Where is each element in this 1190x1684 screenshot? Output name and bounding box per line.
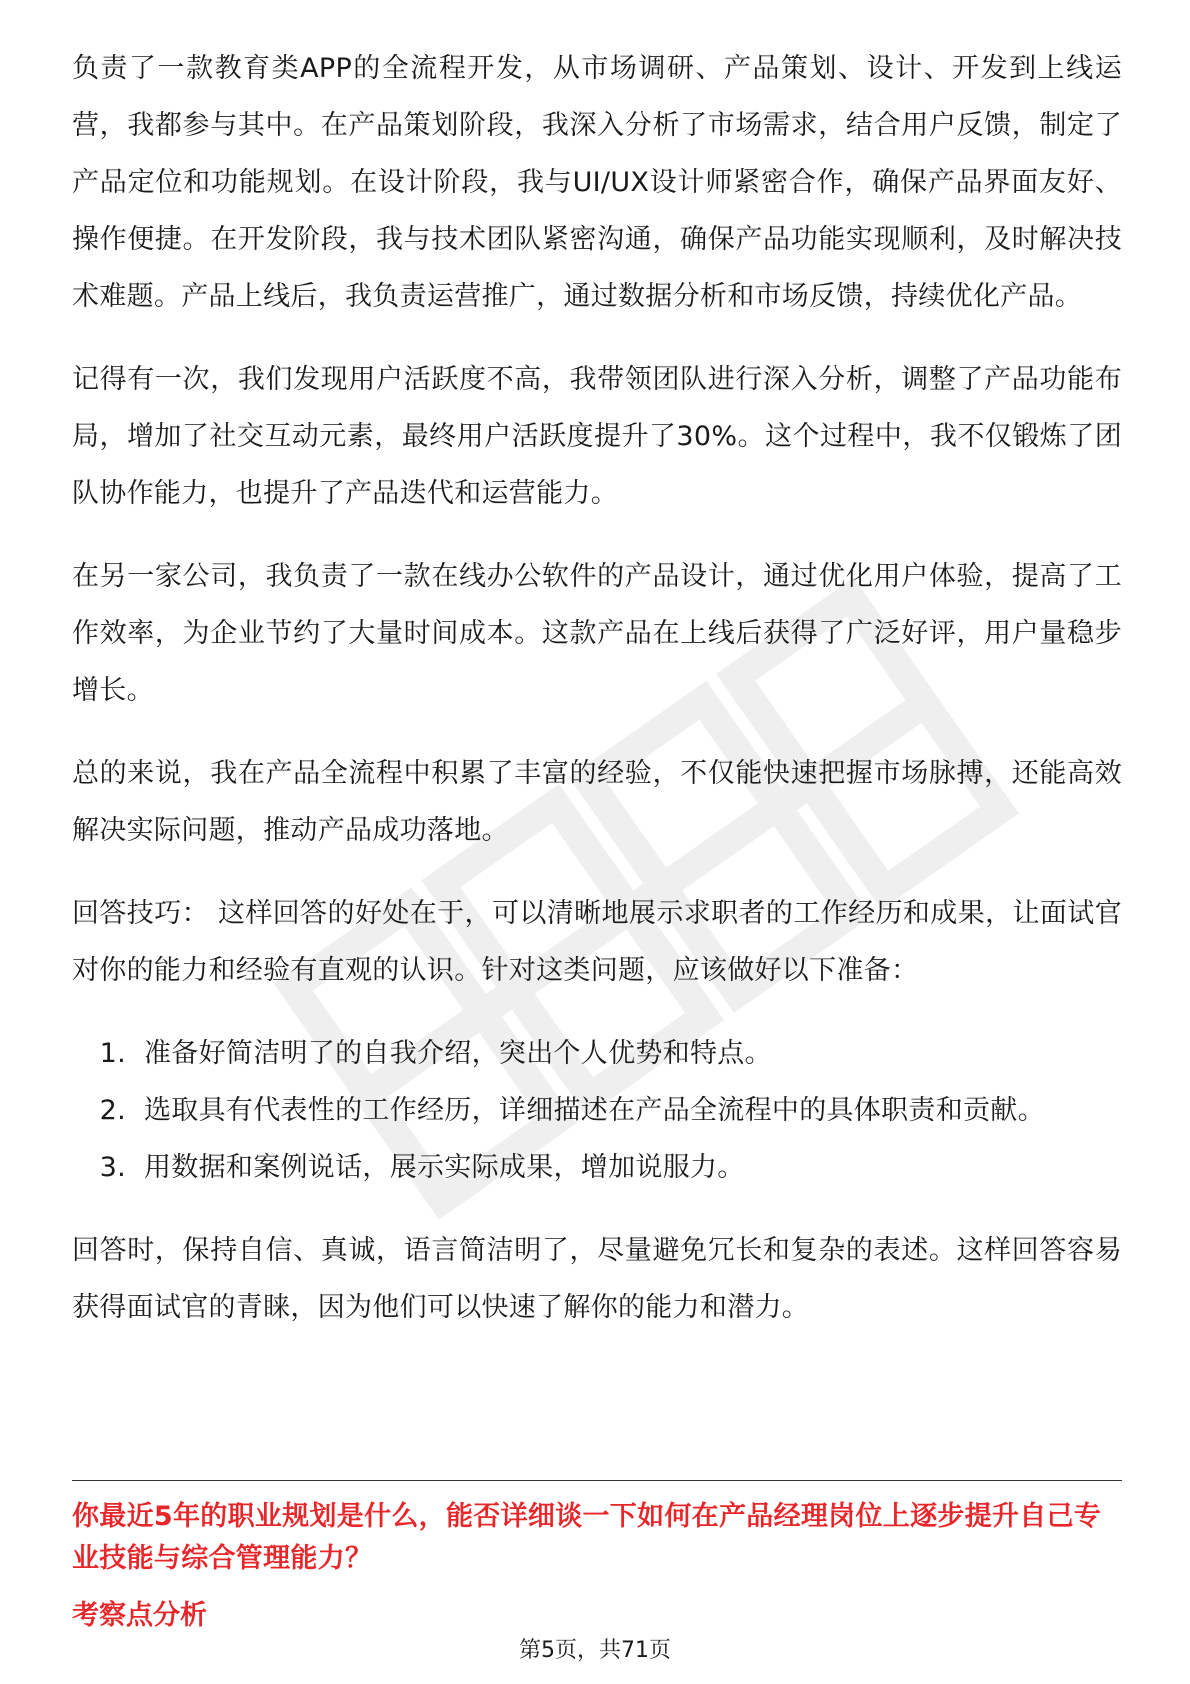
paragraph-answer-tips: 回答技巧： 这样回答的好处在于，可以清晰地展示求职者的工作经历和成果，让面试官对你的能力和经验有直观的认识。针对这类问题，应该做好以下准备： <box>72 898 1122 986</box>
list-item-text: 准备好简洁明了的自我介绍，突出个人优势和特点。 <box>144 1038 772 1069</box>
paragraph-project-experience: 负责了一款教育类APP的全流程开发，从市场调研、产品策划、设计、开发到上线运营，我都参与其中。在产品策划阶段，我深入分析了市场需求，结合用户反馈，制定了产品定位和功能规划。在设计阶段，我与UI/UX设计师紧密合作，确保产品界面友好、操作便捷。在开发阶段，我与技术团队紧密沟通，确保产品功能实现顺利，及时解决技术难题。产品上线后，我负责运营推广，通过数据分析和市场反馈，持续优化产品。 <box>72 53 1122 312</box>
paragraph-summary: 总的来说，我在产品全流程中积累了丰富的经验，不仅能快速把握市场脉搏，还能高效解决实际问题，推动产品成功落地。 <box>72 758 1122 846</box>
list-item-text: 选取具有代表性的工作经历，详细描述在产品全流程中的具体职责和贡献。 <box>144 1095 1045 1126</box>
list-item-number: 2. <box>99 1095 126 1126</box>
section-divider <box>72 1480 1122 1481</box>
next-question-heading: 你最近5年的职业规划是什么，能否详细谈一下如何在产品经理岗位上逐步提升自己专业技能与综合管理能力？ <box>72 1501 1102 1574</box>
list-item <box>72 1139 1122 1196</box>
paragraph-office-software: 在另一家公司，我负责了一款在线办公软件的产品设计，通过优化用户体验，提高了工作效率，为企业节约了大量时间成本。这款产品在上线后获得了广泛好评，用户量稳步增长。 <box>72 561 1122 706</box>
list-item-number: 3. <box>99 1152 126 1183</box>
analysis-subheading: 考察点分析 <box>72 1600 207 1631</box>
list-item <box>72 1025 1122 1082</box>
paragraph-activity-story: 记得有一次，我们发现用户活跃度不高，我带领团队进行深入分析，调整了产品功能布局，增加了社交互动元素，最终用户活跃度提升了30%。这个过程中，我不仅锻炼了团队协作能力，也提升了产品迭代和运营能力。 <box>72 364 1122 509</box>
page-footer: 第5页，共71页 <box>519 1638 671 1663</box>
list-item-text: 用数据和案例说话，展示实际成果，增加说服力。 <box>144 1152 745 1183</box>
document-body <box>72 40 1122 1362</box>
list-item <box>72 1082 1122 1139</box>
list-item-number: 1. <box>99 1038 126 1069</box>
paragraph-closing: 回答时，保持自信、真诚，语言简洁明了，尽量避免冗长和复杂的表述。这样回答容易获得面试官的青睐，因为他们可以快速了解你的能力和潜力。 <box>72 1235 1122 1323</box>
tips-list <box>72 1025 1122 1196</box>
